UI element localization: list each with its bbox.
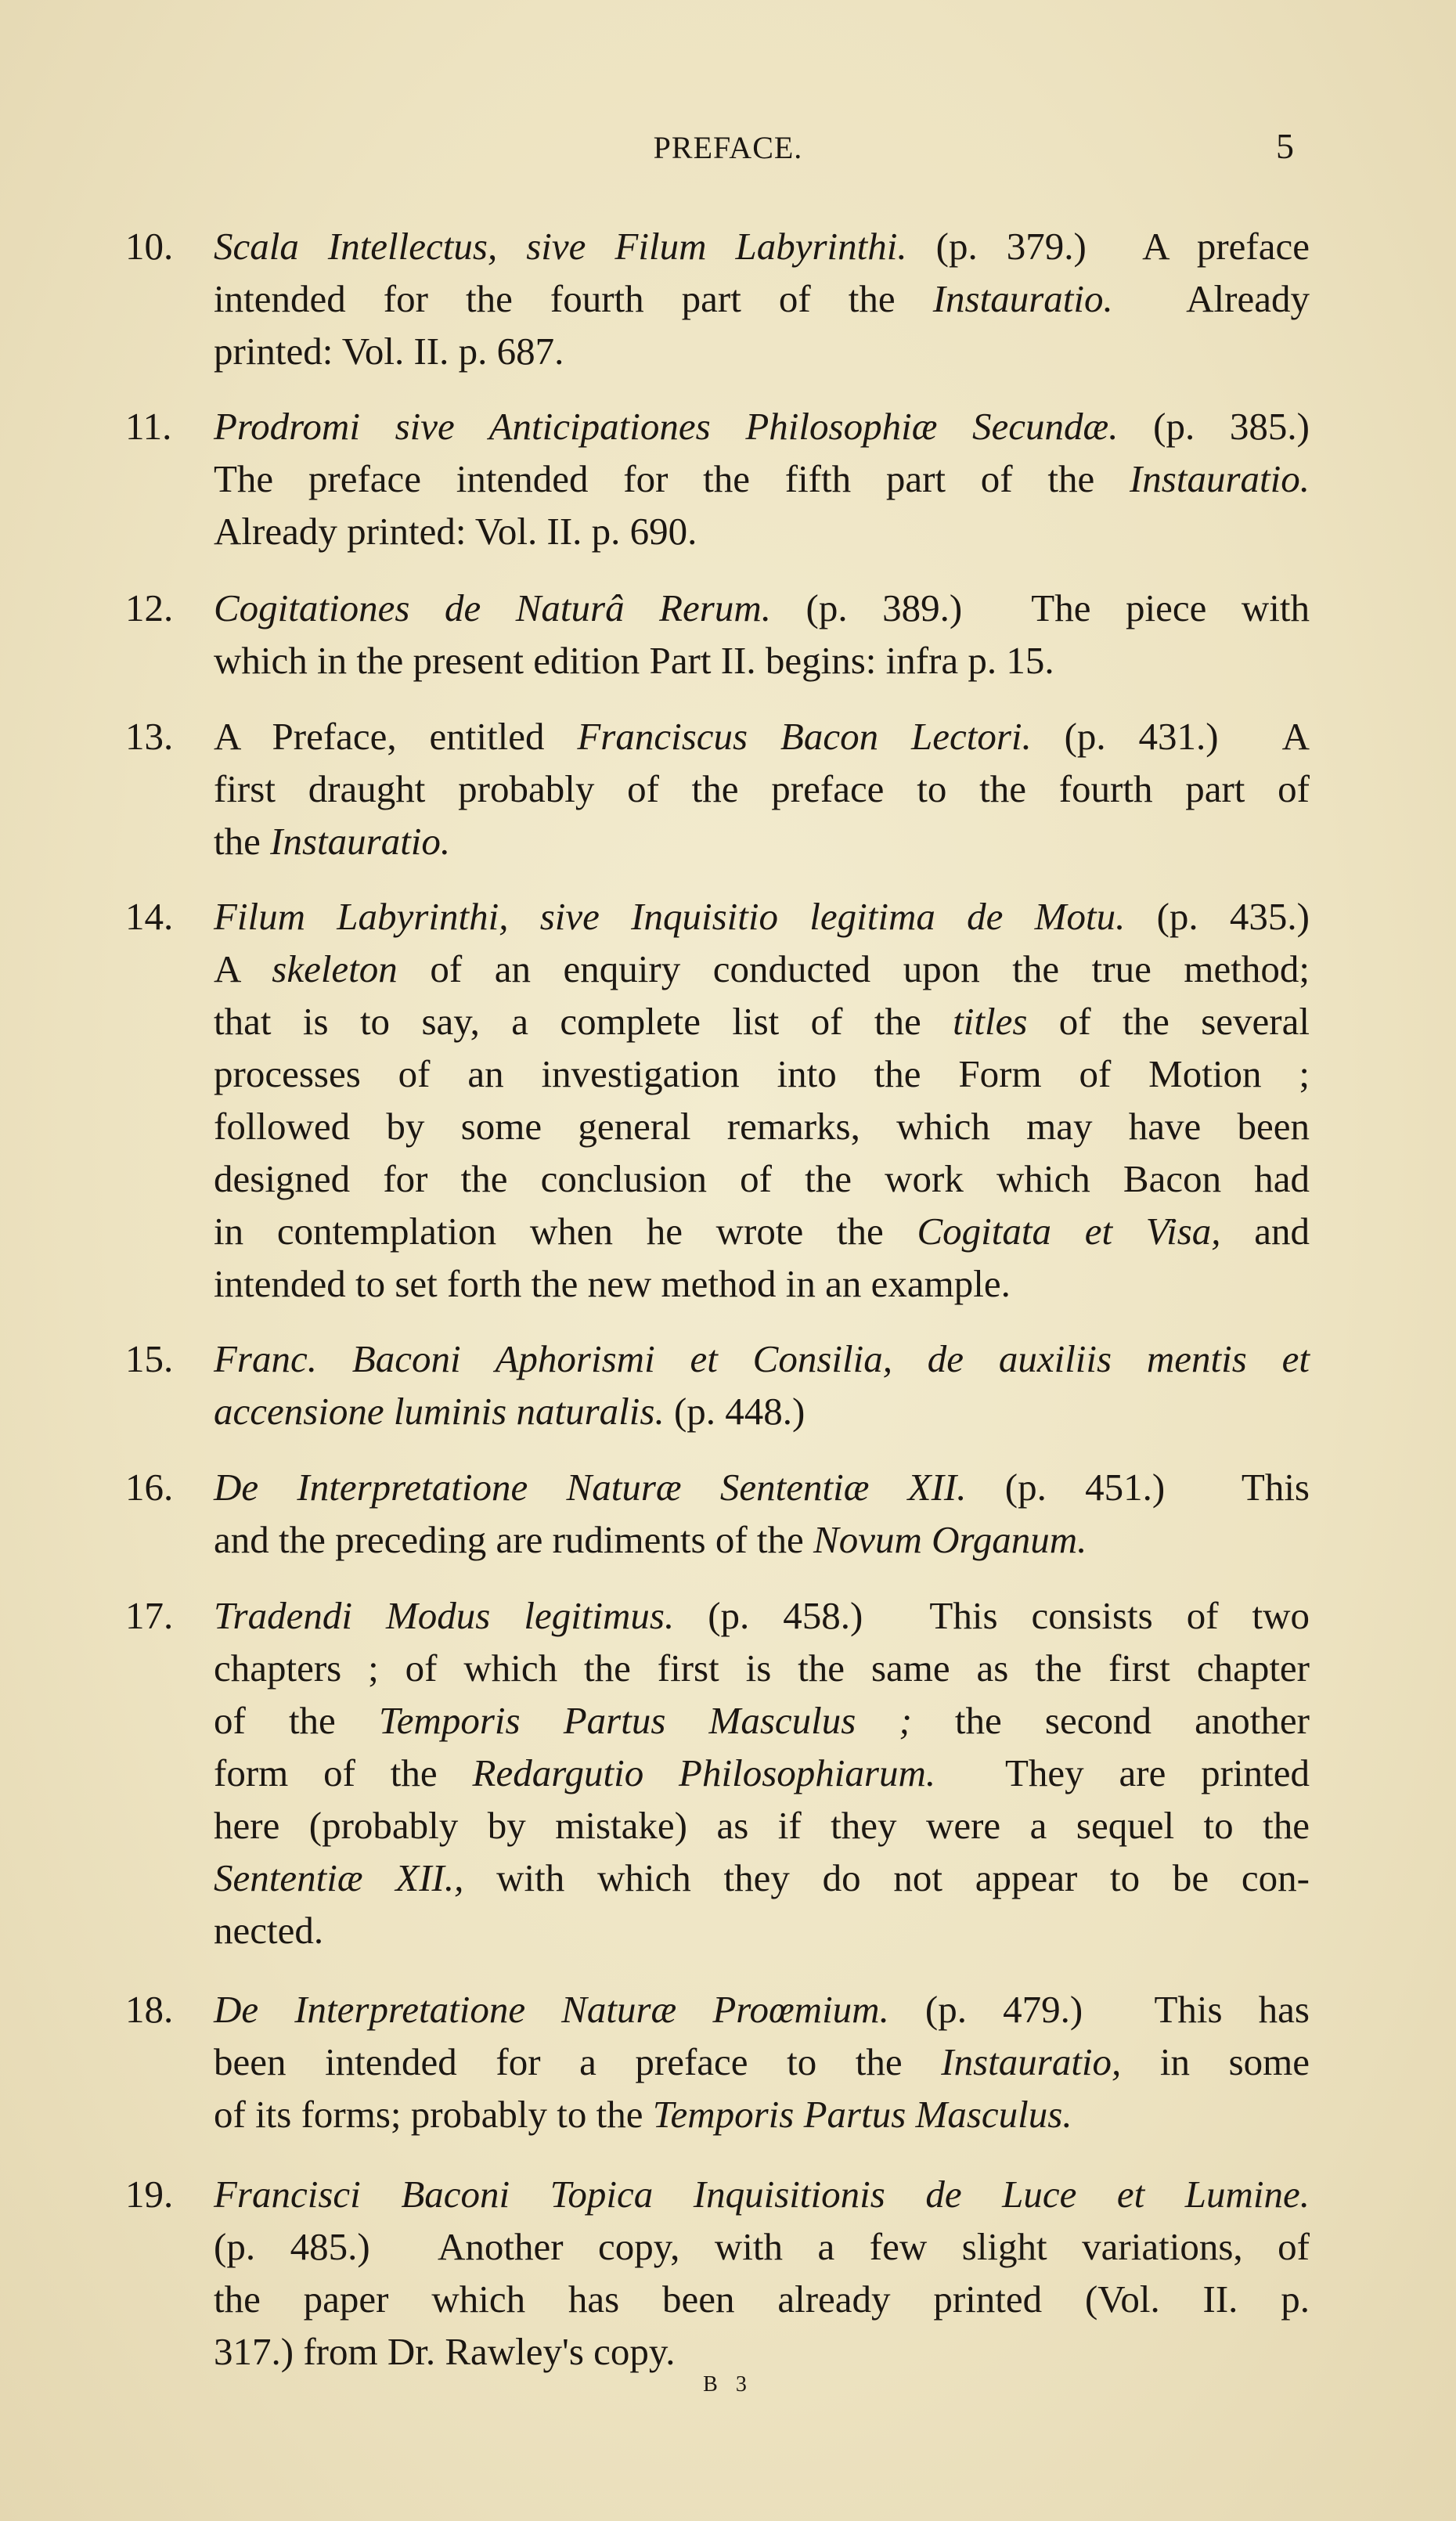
body-text: They are printed bbox=[935, 1751, 1310, 1794]
italic-title-text: skeleton bbox=[272, 947, 398, 990]
body-text: intended for the fourth part of the bbox=[214, 277, 933, 320]
text-line bbox=[214, 1747, 1310, 1799]
body-text: 317.) from Dr. Rawley's copy. bbox=[214, 2330, 676, 2373]
body-text: The preface intended for the fifth part of the bbox=[214, 457, 1130, 500]
italic-title-text: Francisci Baconi Topica Inquisitionis de Luce et Lumine. bbox=[214, 2173, 1310, 2216]
italic-title-text: De Interpretatione Naturæ Proœmium. bbox=[214, 1988, 889, 2031]
text-line bbox=[214, 890, 1310, 943]
body-text: the second another bbox=[911, 1699, 1310, 1742]
body-text: Already bbox=[1112, 277, 1310, 320]
body-text: nected. bbox=[214, 1909, 324, 1952]
italic-title-text: Temporis Partus Masculus ; bbox=[378, 1699, 912, 1742]
body-text: in some bbox=[1121, 2040, 1310, 2083]
text-line bbox=[214, 815, 1310, 867]
list-item bbox=[125, 890, 1310, 1310]
text-line bbox=[214, 2168, 1310, 2220]
italic-title-text: accensione luminis naturalis. bbox=[214, 1390, 665, 1433]
text-line bbox=[214, 1642, 1310, 1694]
body-text: the bbox=[214, 820, 271, 863]
body-text: and bbox=[1220, 1210, 1310, 1253]
text-line bbox=[214, 325, 1310, 377]
text-line bbox=[214, 400, 1310, 453]
text-line bbox=[214, 1152, 1310, 1205]
body-text: (p. 448.) bbox=[664, 1390, 805, 1433]
italic-title-text: Franc. Baconi Aphorismi et Consilia, de auxiliis mentis et bbox=[214, 1337, 1310, 1380]
text-line bbox=[214, 453, 1310, 505]
body-text: with which they do not appear to be con- bbox=[463, 1856, 1310, 1899]
list-item bbox=[125, 1333, 1310, 1437]
body-text: designed for the conclusion of the work which Bacon had bbox=[214, 1157, 1310, 1200]
text-line bbox=[214, 710, 1310, 763]
body-text: (p. 485.) Another copy, with a few slight variations, of bbox=[214, 2225, 1310, 2268]
body-text: which in the present edition Part II. begins: infra p. 15. bbox=[214, 639, 1054, 682]
body-text: intended to set forth the new method in an example. bbox=[214, 1262, 1011, 1305]
italic-title-text: Temporis Partus Masculus. bbox=[652, 2093, 1072, 2136]
italic-title-text: Franciscus Bacon Lectori. bbox=[577, 715, 1032, 758]
body-text: (p. 435.) bbox=[1125, 895, 1310, 938]
item-number: 10. bbox=[125, 225, 174, 268]
body-text: (p. 385.) bbox=[1118, 405, 1310, 448]
item-number: 15. bbox=[125, 1337, 174, 1380]
body-text: (p. 451.) This bbox=[966, 1466, 1310, 1509]
italic-title-text: Prodromi sive Anticipationes Philosophiæ Secundæ. bbox=[214, 405, 1119, 448]
body-text: A Preface, entitled bbox=[214, 715, 578, 758]
text-line bbox=[214, 1799, 1310, 1852]
italic-title-text: Instauratio. bbox=[1129, 457, 1310, 500]
text-line bbox=[214, 763, 1310, 815]
body-text: processes of an investigation into the Form of Motion ; bbox=[214, 1052, 1310, 1095]
body-text: (p. 479.) This has bbox=[888, 1988, 1310, 2031]
body-text: the paper which has been already printed (Vol. II. p. bbox=[214, 2278, 1310, 2321]
item-number: 11. bbox=[125, 405, 172, 448]
text-line bbox=[214, 1205, 1310, 1257]
italic-title-text: Scala Intellectus, sive Filum Labyrinthi. bbox=[214, 225, 907, 268]
body-text: (p. 431.) A bbox=[1031, 715, 1310, 758]
italic-title-text: Instauratio. bbox=[270, 820, 451, 863]
italic-title-text: Filum Labyrinthi, sive Inquisitio legitima de Motu. bbox=[214, 895, 1126, 938]
text-line bbox=[214, 582, 1310, 634]
item-number: 14. bbox=[125, 895, 174, 938]
text-line bbox=[214, 1385, 1310, 1437]
text-line bbox=[214, 1694, 1310, 1747]
text-line bbox=[214, 1257, 1310, 1310]
running-head: PREFACE. bbox=[653, 130, 803, 165]
body-text: here (probably by mistake) as if they were a sequel to the bbox=[214, 1804, 1310, 1847]
italic-title-text: Cogitationes de Naturâ Rerum. bbox=[214, 586, 771, 629]
body-text: (p. 389.) The piece with bbox=[771, 586, 1310, 629]
text-line bbox=[214, 1904, 1310, 1957]
item-number: 16. bbox=[125, 1466, 174, 1509]
text-line bbox=[214, 1100, 1310, 1152]
italic-title-text: De Interpretatione Naturæ Sententiæ XII. bbox=[214, 1466, 967, 1509]
text-line bbox=[214, 1852, 1310, 1904]
italic-title-text: Cogitata et Visa, bbox=[917, 1210, 1221, 1253]
list-item bbox=[125, 220, 1310, 377]
text-line bbox=[214, 220, 1310, 272]
body-text: printed: Vol. II. p. 687. bbox=[214, 330, 564, 373]
text-line bbox=[214, 995, 1310, 1048]
text-line bbox=[214, 634, 1310, 687]
body-text: form of the bbox=[214, 1751, 473, 1794]
italic-title-text: Sententiæ XII., bbox=[214, 1856, 464, 1899]
list-item bbox=[125, 710, 1310, 867]
text-line bbox=[214, 2088, 1310, 2141]
italic-title-text: titles bbox=[953, 1000, 1028, 1043]
italic-title-text: Redargutio Philosophiarum. bbox=[472, 1751, 936, 1794]
body-text: (p. 458.) This consists of two bbox=[674, 1594, 1310, 1637]
text-line bbox=[214, 1589, 1310, 1642]
item-number: 18. bbox=[125, 1988, 174, 2031]
text-line bbox=[214, 2325, 1310, 2378]
body-text: of the bbox=[214, 1699, 379, 1742]
body-text: and the preceding are rudiments of the bbox=[214, 1518, 814, 1561]
italic-title-text: Instauratio. bbox=[932, 277, 1113, 320]
text-line bbox=[214, 2220, 1310, 2273]
list-item bbox=[125, 1589, 1310, 1957]
list-item bbox=[125, 1461, 1310, 1566]
italic-title-text: Novum Organum. bbox=[813, 1518, 1087, 1561]
list-item bbox=[125, 2168, 1310, 2378]
text-line bbox=[214, 2036, 1310, 2088]
body-text: A bbox=[214, 947, 272, 990]
item-number: 17. bbox=[125, 1594, 174, 1637]
item-number: 19. bbox=[125, 2173, 174, 2216]
body-text: in contemplation when he wrote the bbox=[214, 1210, 917, 1253]
text-line bbox=[214, 505, 1310, 557]
body-text: of the several bbox=[1027, 1000, 1310, 1043]
body-text: of an enquiry conducted upon the true method; bbox=[397, 947, 1310, 990]
text-line bbox=[214, 1461, 1310, 1513]
page-number: 5 bbox=[1276, 126, 1294, 166]
body-text: of its forms; probably to the bbox=[214, 2093, 653, 2136]
text-line bbox=[214, 943, 1310, 995]
item-number: 13. bbox=[125, 715, 174, 758]
text-line bbox=[214, 1983, 1310, 2036]
body-text: that is to say, a complete list of the bbox=[214, 1000, 953, 1043]
list-item bbox=[125, 582, 1310, 687]
italic-title-text: Tradendi Modus legitimus. bbox=[214, 1594, 675, 1637]
body-text: chapters ; of which the first is the same as the first chapter bbox=[214, 1646, 1310, 1690]
body-text: followed by some general remarks, which may have been bbox=[214, 1105, 1310, 1148]
body-text: been intended for a preface to the bbox=[214, 2040, 942, 2083]
list-item bbox=[125, 400, 1310, 557]
body-text: (p. 379.) A preface bbox=[906, 225, 1310, 268]
text-line bbox=[214, 1048, 1310, 1100]
italic-title-text: Instauratio, bbox=[941, 2040, 1122, 2083]
signature-mark: B 3 bbox=[703, 2372, 753, 2397]
text-line bbox=[214, 1333, 1310, 1385]
text-line bbox=[214, 272, 1310, 325]
item-number: 12. bbox=[125, 586, 174, 629]
text-line bbox=[214, 2273, 1310, 2325]
body-text: Already printed: Vol. II. p. 690. bbox=[214, 510, 697, 553]
list-item bbox=[125, 1983, 1310, 2141]
text-line bbox=[214, 1513, 1310, 1566]
body-text: first draught probably of the preface to the fourth part of bbox=[214, 767, 1310, 810]
